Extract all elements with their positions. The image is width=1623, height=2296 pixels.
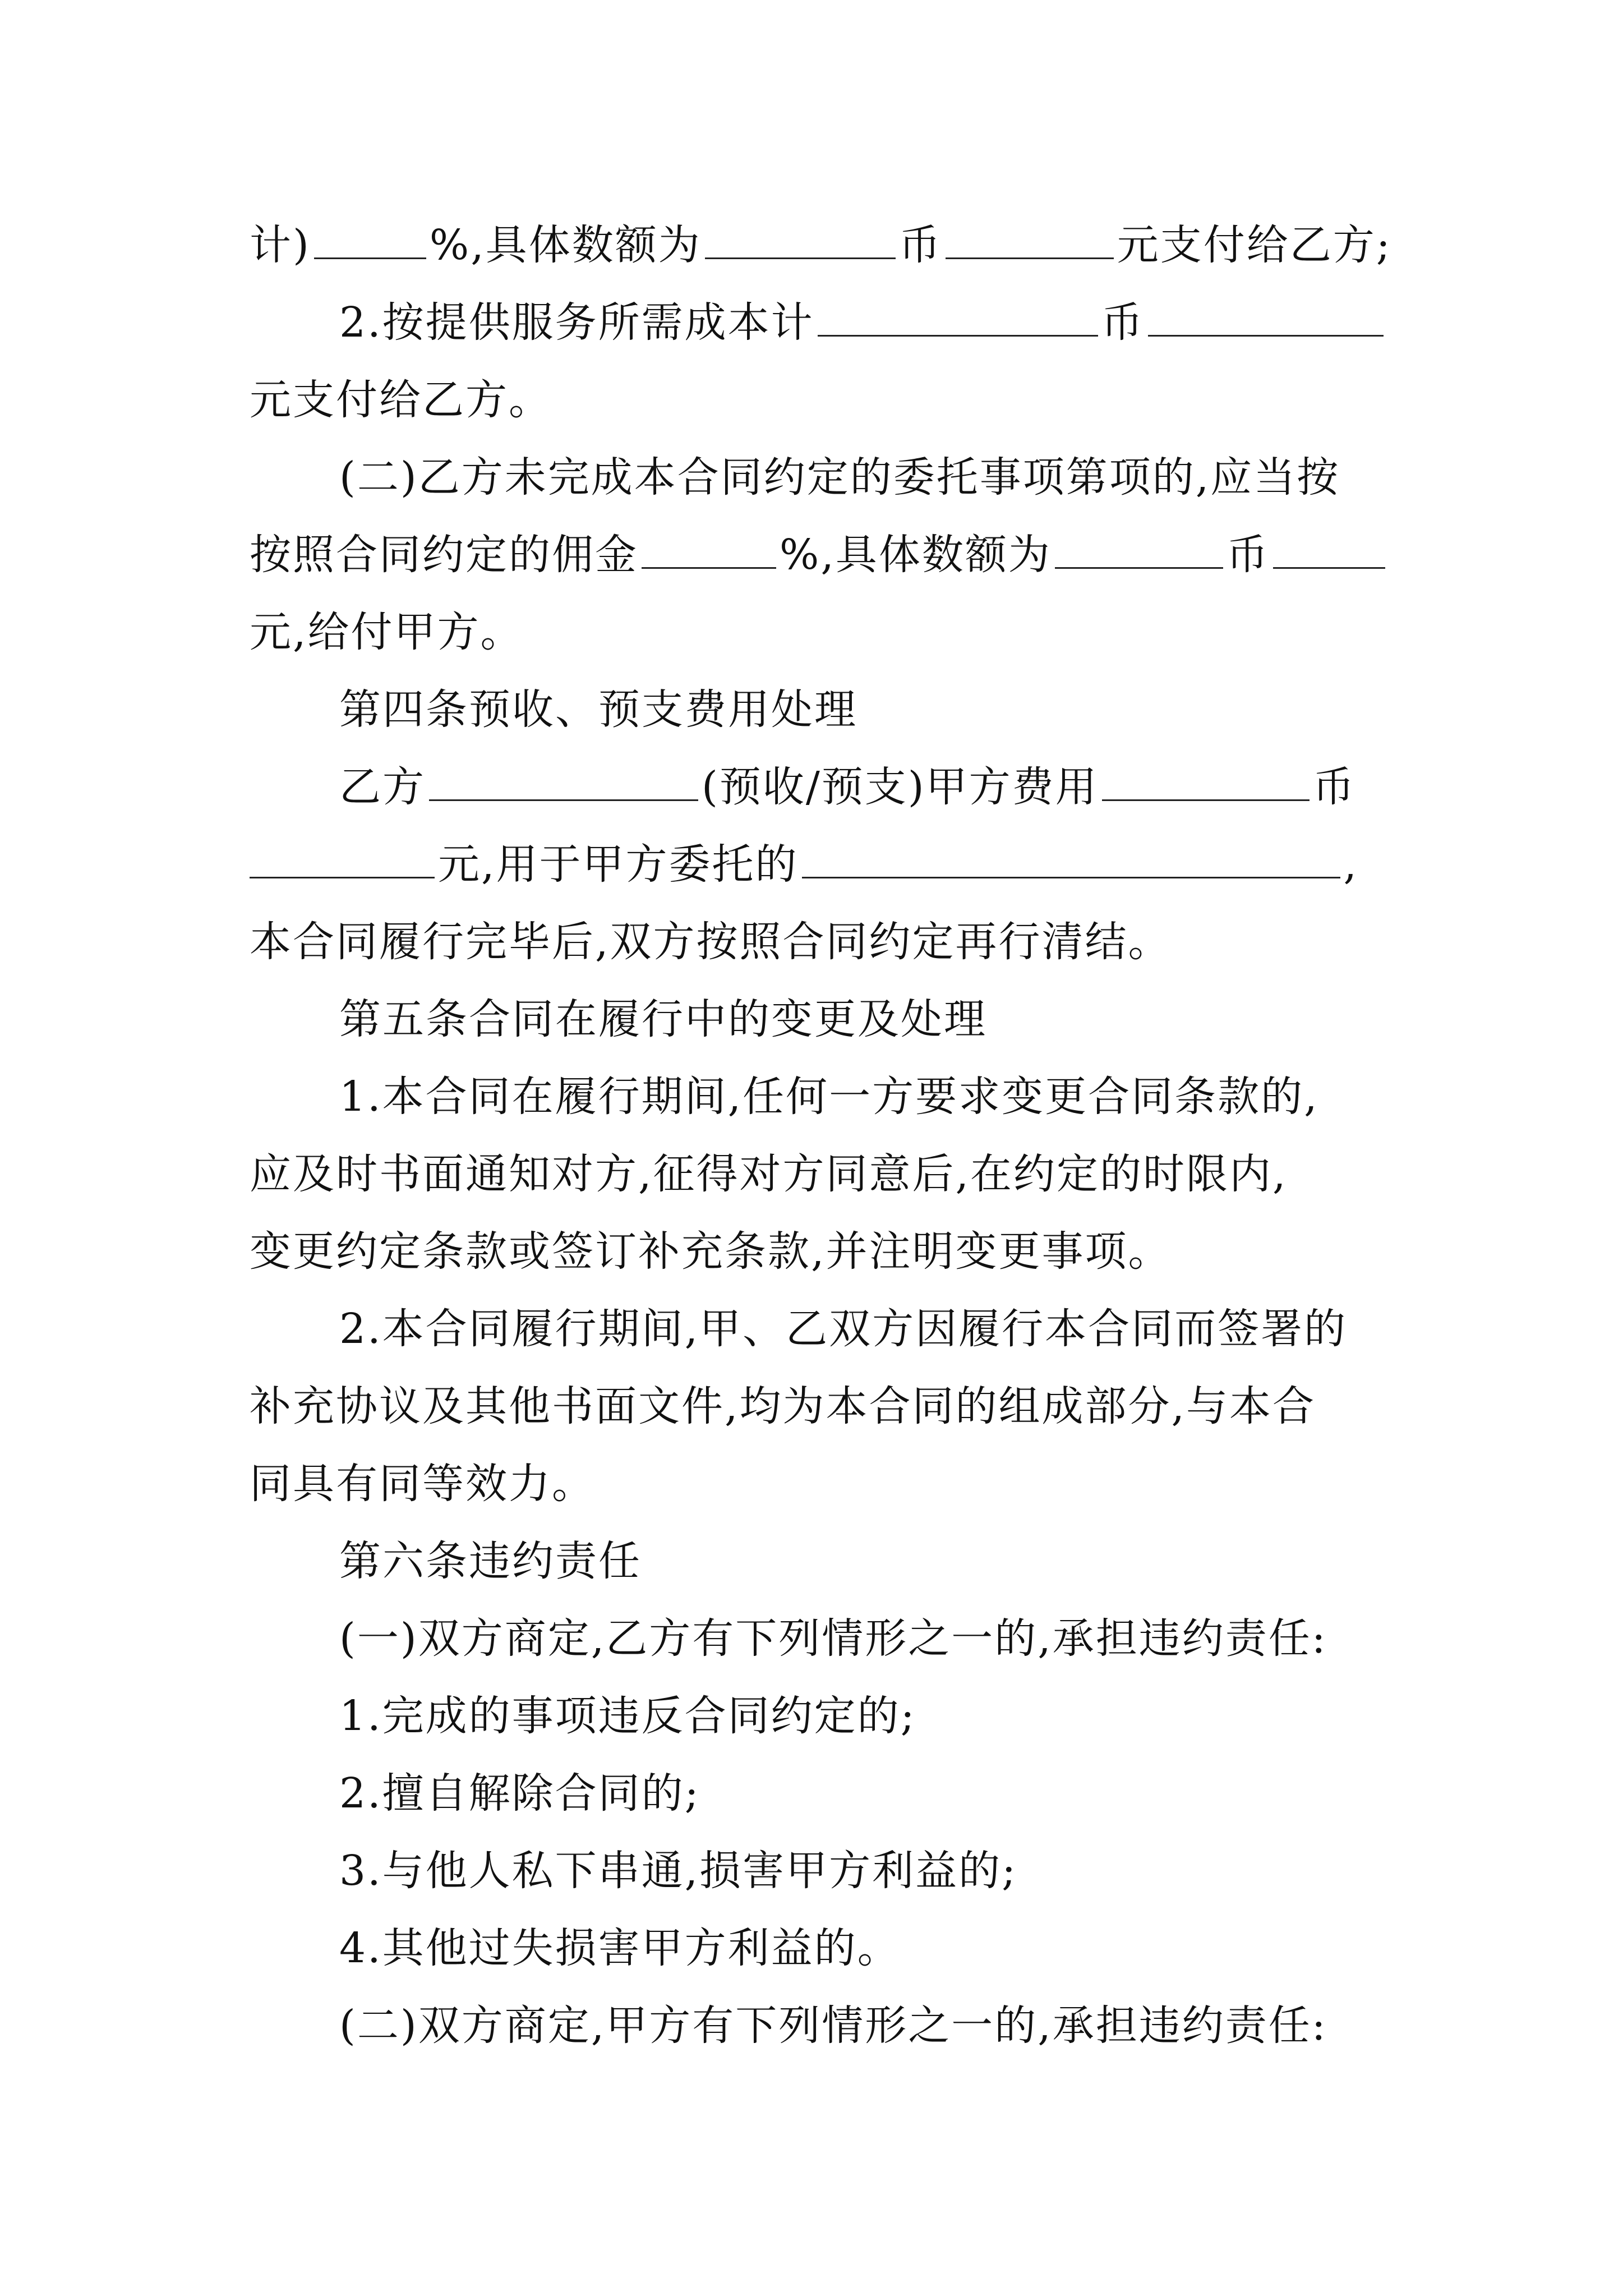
text-segment: 2.本合同履行期间,甲、乙双方因履行本合同而签署的	[339, 1305, 1348, 1353]
text-line	[339, 447, 1394, 508]
list-item	[339, 1685, 1394, 1747]
text-line	[250, 1453, 1394, 1515]
list-item	[339, 1840, 1394, 1902]
text-segment: 币	[1312, 763, 1356, 811]
text-segment: (一)双方商定,乙方有下列情形之一的,承担违约责任:	[339, 1614, 1327, 1663]
text-line	[339, 1298, 1394, 1360]
text-segment: 按照合同约定的佣金	[250, 531, 638, 579]
text-line	[339, 1995, 1394, 2056]
text-segment: 1.本合同在履行期间,任何一方要求变更合同条款的,	[339, 1073, 1319, 1121]
text-segment: 元,用于甲方委托的	[438, 840, 799, 889]
text-segment: 3.与他人私下串通,损害甲方利益的;	[339, 1847, 1018, 1895]
fill-in-blank	[642, 532, 776, 569]
text-line	[250, 601, 1394, 663]
text-line	[250, 524, 1394, 586]
fill-in-blank	[705, 223, 896, 259]
text-segment: (二)双方商定,甲方有下列情形之一的,承担违约责任:	[339, 2001, 1327, 2050]
text-line	[339, 756, 1394, 818]
fill-in-blank	[1148, 300, 1384, 337]
text-segment: 2.擅自解除合同的;	[339, 1769, 700, 1818]
fill-in-blank	[1273, 532, 1385, 569]
text-segment: 币	[1101, 298, 1145, 347]
text-line	[250, 214, 1394, 276]
text-line	[339, 292, 1394, 353]
text-line	[250, 911, 1394, 973]
text-segment: 同具有同等效力。	[250, 1460, 595, 1508]
text-line	[250, 1375, 1394, 1437]
text-segment: (二)乙方未完成本合同约定的委托事项第项的,应当按	[339, 453, 1340, 501]
text-line	[250, 834, 1394, 895]
fill-in-blank	[818, 300, 1098, 337]
fill-in-blank	[314, 223, 426, 259]
text-segment: 补充协议及其他书面文件,均为本合同的组成部分,与本合	[250, 1382, 1316, 1430]
text-segment: 第四条预收、预支费用处理	[339, 685, 857, 734]
fill-in-blank	[1102, 765, 1310, 801]
text-segment: 应及时书面通知对方,征得对方同意后,在约定的时限内,	[250, 1150, 1288, 1198]
fill-in-blank	[429, 765, 698, 801]
text-segment: ,	[1343, 840, 1359, 889]
text-segment: 乙方	[339, 763, 426, 811]
text-segment: 币	[1226, 531, 1270, 579]
section-heading	[339, 679, 1394, 740]
list-item	[339, 1917, 1394, 1979]
fill-in-blank	[946, 223, 1114, 259]
text-segment: 本合同履行完毕后,双方按照合同约定再行清结。	[250, 918, 1172, 966]
text-segment: 1.完成的事项违反合同约定的;	[339, 1692, 916, 1740]
fill-in-blank	[250, 842, 435, 878]
section-heading	[339, 988, 1394, 1050]
section-heading	[339, 1530, 1394, 1592]
text-segment: 计)	[250, 221, 311, 269]
text-segment: 2.按提供服务所需成本计	[339, 298, 814, 347]
text-segment: %,具体数额为	[780, 531, 1052, 579]
text-segment: 变更约定条款或签订补充条款,并注明变更事项。	[250, 1227, 1172, 1276]
text-segment: 第五条合同在履行中的变更及处理	[339, 995, 987, 1043]
text-line	[339, 1066, 1394, 1128]
text-segment: 元,给付甲方。	[250, 608, 524, 656]
text-line	[339, 1608, 1394, 1669]
fill-in-blank	[1055, 532, 1223, 569]
text-segment: 元支付给乙方。	[250, 376, 552, 424]
text-segment: 币	[898, 221, 942, 269]
fill-in-blank	[802, 842, 1340, 878]
text-segment: 元支付给乙方;	[1117, 221, 1392, 269]
text-segment: 4.其他过失损害甲方利益的。	[339, 1924, 901, 1972]
text-line	[250, 369, 1394, 431]
text-segment: 第六条违约责任	[339, 1537, 642, 1585]
text-segment: %,具体数额为	[429, 221, 702, 269]
text-segment: (预收/预支)甲方费用	[702, 763, 1099, 811]
text-line	[250, 1143, 1394, 1205]
list-item	[339, 1763, 1394, 1824]
text-line	[250, 1221, 1394, 1282]
